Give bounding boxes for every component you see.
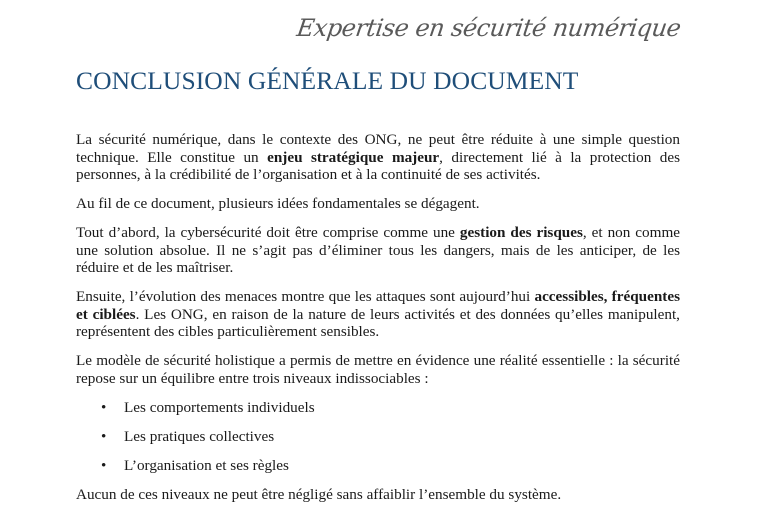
paragraph-text: , et non comme une solution absolue. Il ne s’agit pas d’éliminer tous les dangers, mais de les anticiper, de les réduire et de les maîtriser. bbox=[76, 224, 681, 276]
bullet-icon: • bbox=[101, 398, 107, 416]
list-item-text: L’organisation et ses règles bbox=[124, 456, 289, 474]
bullet-list bbox=[76, 399, 680, 475]
list-item bbox=[76, 399, 680, 417]
paragraph-4 bbox=[76, 288, 680, 341]
page-title: CONCLUSION GÉNÉRALE DU DOCUMENT bbox=[76, 66, 579, 95]
list-item-text: Les comportements individuels bbox=[124, 398, 315, 416]
paragraph-emphasis: enjeu stratégique majeur bbox=[267, 148, 440, 166]
paragraph-1 bbox=[76, 131, 680, 184]
list-item bbox=[76, 457, 680, 475]
paragraph-2 bbox=[76, 195, 680, 213]
document-body bbox=[76, 131, 680, 515]
paragraph-text: Tout d’abord, la cybersécurité doit être comprise comme une bbox=[76, 224, 460, 241]
paragraph-text: Ensuite, l’évolution des menaces montre que les attaques sont aujourd’hui bbox=[76, 288, 535, 305]
paragraph-3 bbox=[76, 224, 680, 277]
bullet-icon: • bbox=[101, 456, 107, 474]
paragraph-emphasis: accessibles, fréquentes et ciblées bbox=[76, 288, 680, 323]
paragraph-emphasis: gestion des risques bbox=[459, 224, 583, 241]
list-item-text: Les pratiques collectives bbox=[124, 427, 275, 445]
paragraph-text: Au fil de ce document, plusieurs idées fondamentales se dégagent. bbox=[76, 195, 480, 212]
document-page bbox=[76, 0, 680, 520]
running-header: Expertise en sécurité numérique bbox=[294, 14, 682, 42]
closing-paragraph: Aucun de ces niveaux ne peut être négligé sans affaiblir l’ensemble du système. bbox=[76, 485, 562, 503]
list-item bbox=[76, 428, 680, 446]
paragraph-5 bbox=[76, 352, 680, 387]
bullet-icon: • bbox=[101, 427, 107, 445]
paragraph-text: . Les ONG, en raison de la nature de leurs activités et des données qu’elles manipulent, représentent des cibles particulièrement sensibles. bbox=[76, 305, 680, 340]
paragraph-text: , directement lié à la protection des personnes, à la crédibilité de l’organisation et à la continuité de ses activités. bbox=[76, 148, 680, 183]
paragraph-text: Le modèle de sécurité holistique a permis de mettre en évidence une réalité essentielle : la sécurité repose sur un équilibre entre trois niveaux indissociables : bbox=[76, 352, 680, 387]
paragraph-text: La sécurité numérique, dans le contexte des ONG, ne peut être réduite à une simple question technique. Elle constitue un bbox=[76, 131, 680, 166]
